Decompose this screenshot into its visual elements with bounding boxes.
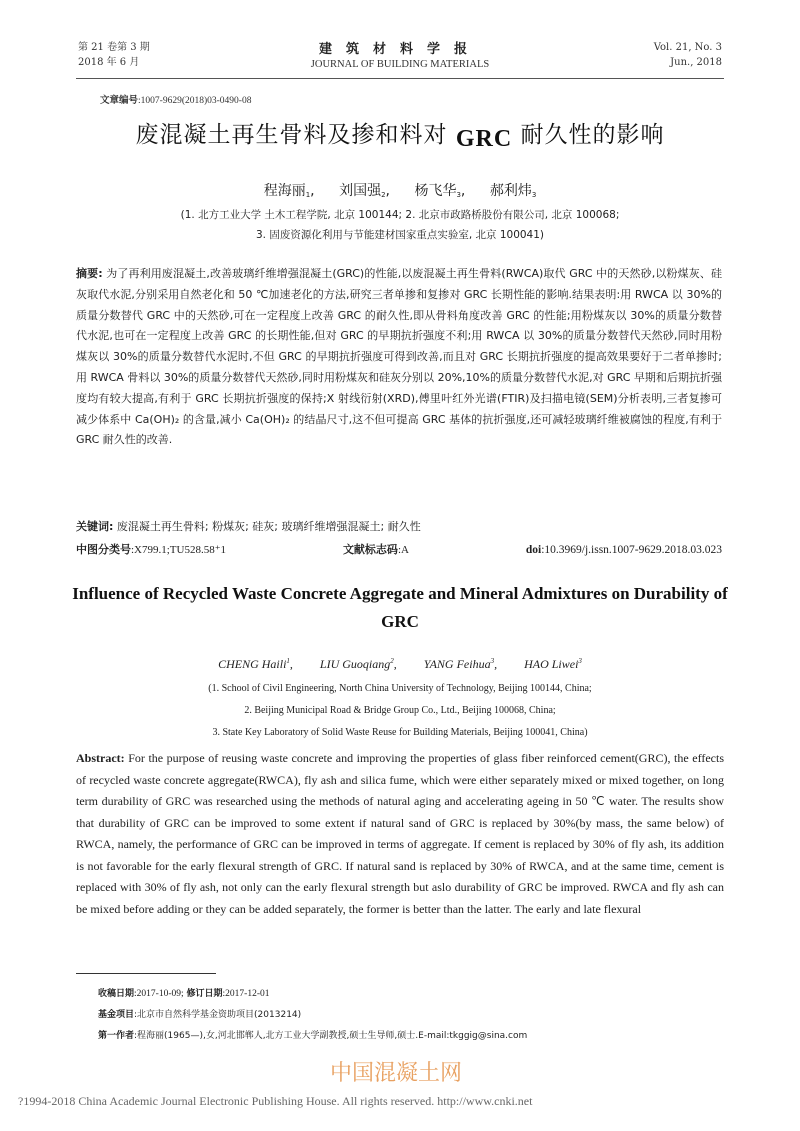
title-cn-part1: 废混凝土再生骨料及掺和料对: [135, 122, 448, 148]
footnote-fund: 基金项目:北京市自然科学基金资助项目(2013214): [98, 1010, 302, 1020]
keywords-cn: [76, 518, 421, 534]
article-number-label: 文章编号: [100, 95, 139, 106]
date-en: Jun., 2018: [670, 57, 722, 68]
affiliation-en-line: 2. Beijing Municipal Road & Bridge Group Co., Ltd., Beijing 100068, China;: [244, 705, 556, 716]
title-cn-grc: GRC: [455, 126, 513, 152]
article-number-value: :1007-9629(2018)03-0490-08: [138, 96, 252, 106]
header-rule: [76, 78, 724, 79]
affiliation-cn-line: 3. 固废资源化利用与节能建材国家重点实验室, 北京 100041): [255, 229, 545, 241]
author-cn: 程海丽$^1$,: [263, 183, 315, 199]
clc-label: 中图分类号: [76, 543, 131, 556]
keywords-cn-label: 关键词:: [76, 520, 114, 533]
author-cn: 郝利炜$^3$: [489, 183, 537, 199]
affiliation-cn-line: (1. 北方工业大学 土木工程学院, 北京 100144; 2. 北京市政路桥股份有限公司, 北京 100068;: [180, 209, 620, 221]
date-cn: 2018 年 6 月: [78, 57, 140, 68]
abstract-en-label: Abstract:: [76, 751, 125, 765]
footnotes: [98, 984, 527, 1047]
footnote-first-author: 第一作者:程海丽(1965—),女,河北邯郸人,北方工业大学副教授,硕士生导师,硕士.E-mail:tkggig@sina.com: [98, 1031, 528, 1041]
copyright-line: ?1994-2018 China Academic Journal Electronic Publishing House. All rights reserved. http://www.cnki.net: [18, 1094, 533, 1108]
title-cn-part2: 耐久性的影响: [520, 122, 665, 148]
author-cn: 刘国强$^2$,: [339, 183, 390, 199]
header-right: [654, 40, 722, 70]
title-cn: [60, 116, 740, 152]
author-en: LIU Guoqiang$^2$,: [319, 657, 397, 671]
abstract-en-text: For the purpose of reusing waste concrete and improving the properties of glass fiber reinforced cement(GRC), the effects of recycled waste concrete aggregate(RWCA), fly ash and silica fume, which were either separately mixed or mixed together, on long term durability of GRC was researched using the methods of natural aging and accelerating ageing in 50 ℃ water. The results show that durability of GRC can be improved to some extent if natural sand of GRC is replaced by 30%(by mass, the same below) of RWCA, namely, the performance of GRC can be improved in terms of aggregate. If cement is replaced by 30% of fly ash, its addition is not favorable for the early flexural strength of GRC. If natural sand is replaced by 30% of RWCA, and at the same time, cement is replaced with 30% of fly ash, not only can the early flexural strength but aslo durability of GRC be improved. RWCA and fly ash can be mixed before adding or they can be added separately, the former is better than the latter. The early and late flexural: [76, 751, 724, 916]
abstract-cn: [76, 264, 722, 451]
authors-cn: [0, 180, 800, 200]
journal-name-en: JOURNAL OF BUILDING MATERIALS: [310, 59, 490, 70]
footnote-dates: 收稿日期:2017-10-09; 修订日期:2017-12-01: [98, 989, 270, 999]
author-en: YANG Feihua$^3$,: [423, 657, 498, 671]
affiliations-en: [0, 678, 800, 744]
affiliation-en-line: 3. State Key Laboratory of Solid Waste Reuse for Building Materials, Beijing 100041, China): [212, 727, 588, 738]
watermark: 中国混凝土网: [330, 1061, 463, 1086]
clc-value: :X799.1;TU528.58⁺1: [131, 544, 227, 556]
author-en: CHENG Haili$^1$,: [218, 657, 293, 671]
doi[interactable]: doi:10.3969/j.issn.1007-9629.2018.03.023: [525, 544, 722, 556]
keywords-cn-text: 废混凝土再生骨料; 粉煤灰; 硅灰; 玻璃纤维增强混凝土; 耐久性: [116, 520, 421, 533]
author-en: HAO Liwei$^3$: [524, 657, 582, 671]
volume-issue-cn: 第 21 卷第 3 期: [78, 42, 150, 53]
article-number: [100, 92, 251, 106]
abstract-cn-label: 摘要:: [76, 267, 103, 280]
volume-issue-en: Vol. 21, No. 3: [653, 42, 722, 53]
title-en: Influence of Recycled Waste Concrete Aggregate and Mineral Admixtures on Durability of GRC: [72, 584, 728, 631]
affiliations-cn: [0, 205, 800, 245]
clc-code: [76, 541, 226, 557]
document-code: 文献标志码:A: [342, 543, 409, 556]
footnote-rule: [76, 973, 216, 974]
author-cn: 杨飞华$^3$,: [414, 183, 466, 199]
authors-en: [0, 657, 800, 672]
journal-name: [250, 38, 550, 70]
journal-name-cn: 建筑材料学报: [318, 42, 481, 57]
classification-line: [76, 541, 722, 557]
abstract-cn-text: 为了再利用废混凝土,改善玻璃纤维增强混凝土(GRC)的性能,以废混凝土再生骨料(RWCA)取代 GRC 中的天然砂,以粉煤灰、硅灰取代水泥,分别采用自然老化和 50 ℃加速老化的方法,研究三者单掺和复掺对 GRC 长期性能的影响.结果表明:用 RWCA 以 30%的质量分数替代 GRC 中的天然砂,可在一定程度上改善 GRC 的耐久性,即从骨料角度改善 GRC 的性能;用粉煤灰以 30%的质量分数替代水泥,也可在一定程度上改善 GRC 的长期性能,但对 GRC 的早期抗折强度不利;用 RWCA 以 30%的质量分数替代天然砂,同时用粉煤灰以 30%的质量分数替代水泥时,不但 GRC 的早期抗折强度可得到改善,而且对 GRC 长期抗折强度的提高效果要好于二者单掺时;用 RWCA 骨料以 30%的质量分数替代天然砂,同时用粉煤灰和硅灰分别以 20%,10%的质量分数替代水泥,对 GRC 早期和后期抗折强度均有较大提高,有利于 GRC 长期抗折强度的保持;X 射线衍射(XRD),傅里叶红外光谱(FTIR)及扫描电镜(SEM)分析表明,三者复掺可减少体系中 Ca(OH)₂ 的含量,减小 Ca(OH)₂ 的结晶尺寸,这不但可提高 GRC 基体的抗折强度,还可减轻玻璃纤维被腐蚀的程度,有利于 GRC 耐久性的改善.: [76, 267, 723, 447]
abstract-en: [76, 748, 724, 920]
affiliation-en-line: (1. School of Civil Engineering, North China University of Technology, Beijing 100144, China;: [208, 683, 592, 694]
header-left: [78, 40, 150, 70]
